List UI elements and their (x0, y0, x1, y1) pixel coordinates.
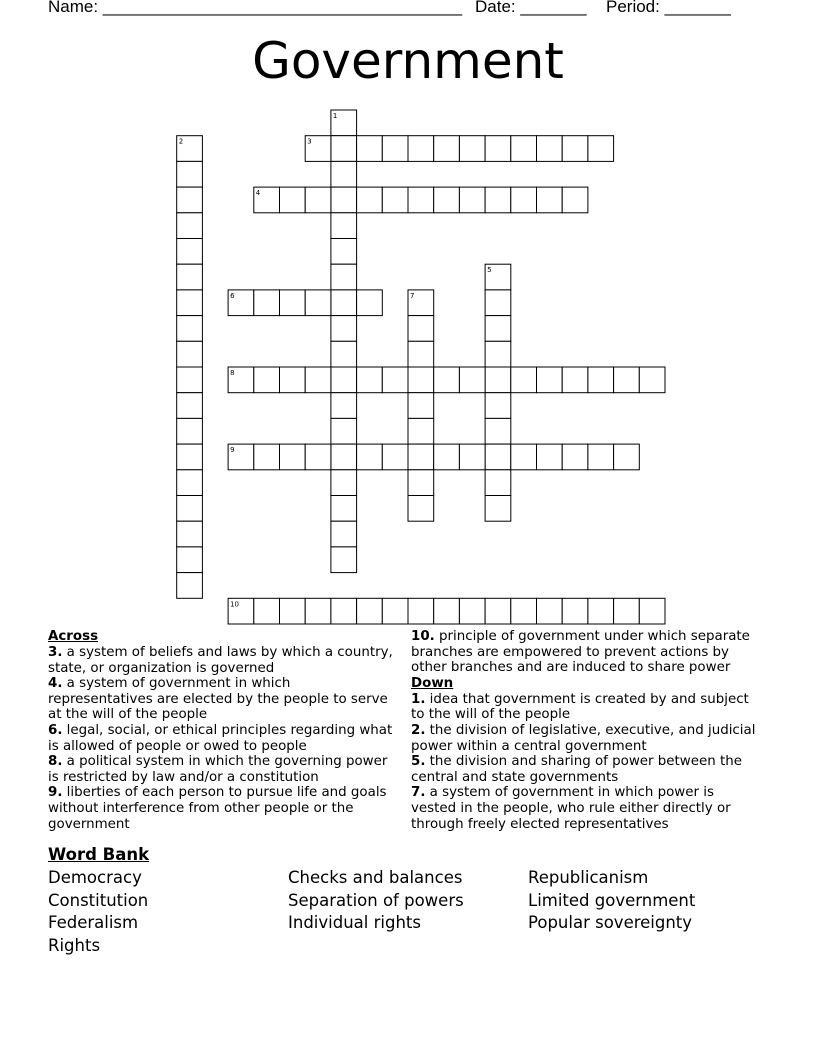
clue-across-8: 8. a political system in which the governing power is restricted by law and/or a constitution (48, 754, 388, 785)
grid-cell[interactable] (408, 187, 434, 213)
grid-cell[interactable] (177, 239, 203, 265)
clue-number: 3 (307, 137, 312, 146)
grid-cell[interactable] (331, 444, 357, 470)
grid-cell[interactable] (331, 136, 357, 162)
clue-number: 1 (332, 112, 338, 120)
grid-cell[interactable] (434, 136, 460, 162)
grid-cell[interactable] (614, 444, 640, 470)
grid-cell[interactable] (357, 290, 383, 316)
clue-number: 9 (230, 446, 235, 455)
grid-cell[interactable] (331, 598, 357, 624)
grid-cell[interactable] (459, 136, 485, 162)
grid-cell[interactable] (331, 547, 357, 573)
grid-cell[interactable] (434, 187, 460, 213)
grid-cell[interactable] (408, 136, 434, 162)
grid-cell[interactable] (331, 496, 357, 522)
grid-cell[interactable] (485, 187, 511, 213)
grid-cell[interactable] (177, 573, 203, 599)
across-heading: Across (48, 629, 99, 644)
grid-cell[interactable] (537, 444, 563, 470)
grid-cell[interactable] (177, 187, 203, 213)
grid-cell[interactable] (485, 598, 511, 624)
grid-cell[interactable] (357, 187, 383, 213)
grid-cell[interactable] (177, 470, 203, 496)
grid-cell[interactable] (357, 136, 383, 162)
grid-cell[interactable] (382, 187, 408, 213)
clue-number: 4 (255, 189, 261, 198)
grid-cell[interactable] (588, 136, 614, 162)
grid-cell[interactable] (511, 136, 537, 162)
clue-number: 8 (230, 369, 235, 377)
clue-number: 7 (410, 291, 415, 300)
grid-cell[interactable] (177, 161, 203, 187)
grid-cell[interactable] (177, 521, 203, 547)
grid-cell[interactable] (331, 367, 357, 393)
period-field: Period: _______ (606, 0, 731, 16)
grid-cell[interactable] (459, 187, 485, 213)
grid-cell[interactable] (408, 598, 434, 624)
grid-cell[interactable] (408, 367, 434, 393)
grid-cell[interactable] (280, 290, 306, 316)
grid-cell[interactable] (280, 187, 306, 213)
clue-down-5: 5. the division and sharing of power between the central and state governments (411, 754, 742, 785)
grid-cell[interactable] (485, 367, 511, 393)
clues-left-column (48, 629, 398, 832)
grid-cell[interactable] (254, 598, 280, 624)
grid-cell[interactable] (639, 367, 665, 393)
grid-cell[interactable] (331, 418, 357, 444)
grid-cell[interactable] (280, 367, 306, 393)
grid-cell[interactable] (511, 444, 537, 470)
grid-cell[interactable] (511, 367, 537, 393)
grid-cell[interactable] (459, 444, 485, 470)
grid-cell[interactable] (331, 316, 357, 342)
page-title: Government (252, 32, 564, 90)
clue-down-2: 2. the division of legislative, executive, and judicial power within a central government (411, 722, 756, 754)
grid-cell[interactable] (331, 470, 357, 496)
clue-across-6: 6. legal, social, or ethical principles regarding what is allowed of people or owed to people (48, 722, 393, 754)
grid-cell[interactable] (331, 341, 357, 367)
grid-cell[interactable] (177, 264, 203, 290)
grid-cell[interactable] (588, 367, 614, 393)
word-bank-item: Republicanism (528, 868, 649, 887)
grid-cell[interactable] (614, 598, 640, 624)
clue-across-9: 9. liberties of each person to pursue life and goals without interference from other people or the government (48, 785, 387, 832)
grid-cell[interactable] (177, 418, 203, 444)
grid-cell[interactable] (357, 598, 383, 624)
grid-cell[interactable] (588, 444, 614, 470)
grid-cell[interactable] (177, 341, 203, 367)
date-field: Date: _______ (475, 0, 587, 16)
grid-cell[interactable] (485, 290, 511, 316)
clue-down-1: 1. idea that government is created by and subject to the will of the people (411, 691, 749, 723)
grid-cell[interactable] (485, 444, 511, 470)
grid-cell[interactable] (485, 470, 511, 496)
grid-cell[interactable] (305, 367, 331, 393)
grid-cell[interactable] (537, 367, 563, 393)
word-bank-item: Popular sovereignty (528, 913, 693, 932)
grid-cell[interactable] (408, 470, 434, 496)
grid-cell[interactable] (177, 496, 203, 522)
grid-cell[interactable] (305, 290, 331, 316)
grid-cell[interactable] (254, 444, 280, 470)
word-bank-item: Separation of powers (288, 891, 464, 910)
clues-right-column (411, 629, 761, 832)
grid-cell[interactable] (177, 316, 203, 342)
grid-cell[interactable] (408, 444, 434, 470)
grid-cell[interactable] (382, 136, 408, 162)
grid-cell[interactable] (562, 367, 588, 393)
grid-cell[interactable] (331, 264, 357, 290)
word-bank-item: Constitution (48, 891, 149, 910)
clue-across-3: 3. a system of beliefs and laws by which a country, state, or organization is governed (48, 645, 393, 676)
grid-cell[interactable] (485, 341, 511, 367)
clue-number: 2 (178, 137, 184, 146)
grid-cell[interactable] (177, 393, 203, 419)
grid-cell[interactable] (254, 290, 280, 316)
word-bank-item: Democracy (48, 868, 142, 887)
grid-cell[interactable] (485, 393, 511, 419)
grid-cell[interactable] (177, 290, 203, 316)
grid-cell[interactable] (331, 213, 357, 239)
clue-number: 10 (230, 600, 240, 609)
grid-cell[interactable] (331, 161, 357, 187)
grid-cell[interactable] (511, 598, 537, 624)
grid-cell[interactable] (459, 367, 485, 393)
clue-number: 5 (487, 266, 492, 275)
word-bank-item: Individual rights (288, 913, 421, 932)
grid-cell[interactable] (588, 598, 614, 624)
grid-cell[interactable] (177, 547, 203, 573)
grid-cell[interactable] (357, 444, 383, 470)
grid-cell[interactable] (280, 598, 306, 624)
grid-cell[interactable] (408, 418, 434, 444)
word-bank-title: Word Bank (48, 845, 150, 864)
grid-cell[interactable] (382, 367, 408, 393)
grid-cell[interactable] (331, 290, 357, 316)
grid-cell[interactable] (331, 187, 357, 213)
grid-cell[interactable] (434, 444, 460, 470)
grid-cell[interactable] (485, 418, 511, 444)
grid-cell[interactable] (485, 136, 511, 162)
grid-cell[interactable] (177, 213, 203, 239)
grid-cell[interactable] (408, 316, 434, 342)
grid-cell[interactable] (562, 136, 588, 162)
grid-cell[interactable] (537, 598, 563, 624)
grid-cell[interactable] (357, 367, 383, 393)
grid-cell[interactable] (254, 367, 280, 393)
name-field: Name: ______________________________________ (48, 0, 463, 16)
clue-across-10: 10. principle of government under which separate branches are empowered to prevent actions by other branches and are induced to share power (411, 629, 750, 676)
grid-cell[interactable] (408, 393, 434, 419)
grid-cell[interactable] (537, 187, 563, 213)
grid-cell[interactable] (434, 598, 460, 624)
grid-cell[interactable] (331, 239, 357, 265)
grid-cell[interactable] (305, 187, 331, 213)
grid-cell[interactable] (382, 598, 408, 624)
grid-cell[interactable] (177, 444, 203, 470)
grid-cell[interactable] (305, 598, 331, 624)
grid-cell[interactable] (280, 444, 306, 470)
grid-cell[interactable] (408, 496, 434, 522)
grid-cell[interactable] (639, 598, 665, 624)
grid-cell[interactable] (614, 367, 640, 393)
grid-cell[interactable] (562, 444, 588, 470)
grid-cell[interactable] (537, 136, 563, 162)
grid-cell[interactable] (331, 393, 357, 419)
clue-down-7: 7. a system of government in which power is vested in the people, who rule either directly or through freely elected representatives (411, 785, 731, 832)
word-bank-item: Limited government (528, 891, 696, 910)
word-bank-item: Rights (48, 936, 101, 955)
grid-cell[interactable] (485, 316, 511, 342)
down-heading: Down (411, 675, 454, 691)
word-bank-item: Checks and balances (288, 868, 463, 887)
word-bank-item: Federalism (48, 913, 139, 932)
grid-cell[interactable] (305, 444, 331, 470)
grid-cell[interactable] (485, 496, 511, 522)
grid-cell[interactable] (408, 341, 434, 367)
clue-number: 6 (230, 291, 235, 300)
grid-cell[interactable] (459, 598, 485, 624)
grid-cell[interactable] (434, 367, 460, 393)
grid-cell[interactable] (511, 187, 537, 213)
grid-cell[interactable] (562, 187, 588, 213)
grid-cell[interactable] (177, 367, 203, 393)
grid-cell[interactable] (382, 444, 408, 470)
grid-cell[interactable] (562, 598, 588, 624)
clue-across-4: 4. a system of government in which representatives are elected by the people to serve at the will of the people (48, 676, 388, 723)
grid-cell[interactable] (331, 521, 357, 547)
